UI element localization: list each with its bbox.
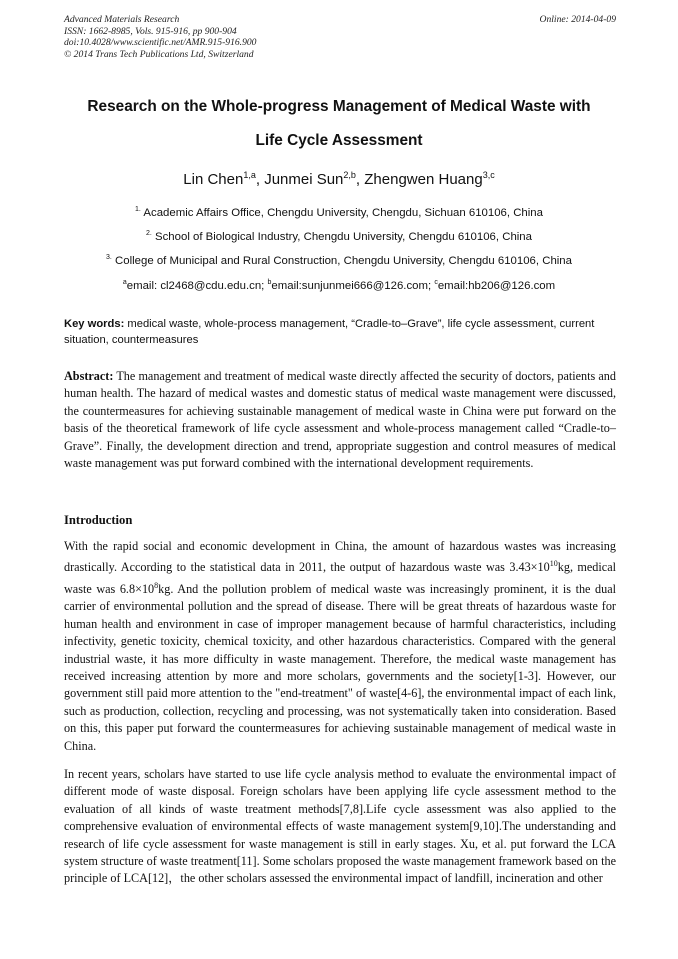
keywords-label: Key words: [64,318,125,330]
author-list [40,164,638,191]
affiliation-text: School of Biological Industry, Chengdu University, Chengdu 610106, China [155,230,532,243]
intro-paragraph-1 [64,538,616,755]
intro-paragraph-2: In recent years, scholars have started to use life cycle analysis method to evaluate the environmental impact of different mode of waste disposal. Foreign scholars have been applying life cycle assessment method to the evaluation of all kinds of waste treatment methods[7,8].Life cycle assessment was also applied to the comprehensive evaluation of environmental effects of waste management system[9,10].The understanding and research of life cycle assessment for waste management is still in early stages. Xu, et al. put forward the LCA system structure of waste treatment[11]. Some scholars proposed the waste management framework based on the principle of LCA[12]，the other scholars assessed the environmental impact of landfill, incineration and other [64,767,616,886]
doi-line: doi:10.4028/www.scientific.net/AMR.915-916.900 [64,37,257,49]
abstract-text: The management and treatment of medical waste directly affected the security of doctors, patients and human health. The hazard of medical wastes and domestic status of medical waste management were discussed, the countermeasures for achieving sustainable management of medical waste in China were put forward on the basis of the theoretical framework of life cycle assessment and whole-process management called “Cradle-to–Grave”. Finally, the development direction and trend, appropriate suggestion and control measures of medical waste management was put forward combined with the international development requirements. [64,369,616,471]
author-affil-mark: 2,b [343,170,356,180]
author-name: Zhengwen Huang [364,171,483,188]
email-mark: c [434,279,438,286]
affiliation-number: 3. [106,254,112,261]
copyright-line: © 2014 Trans Tech Publications Ltd, Switzerland [64,48,254,60]
affiliation-text: Academic Affairs Office, Chengdu University, Chengdu, Sichuan 610106, China [143,206,543,219]
paper-title [40,90,638,158]
author-separator: , [255,171,265,188]
author-name: Junmei Sun [264,171,344,188]
affiliation-number: 1. [135,206,141,213]
affiliation-2 [40,227,638,244]
abstract [64,368,616,472]
keywords [64,316,616,348]
email-text[interactable]: email:hb206@126.com [437,279,556,292]
affiliation-text: College of Municipal and Rural Construction, Chengdu University, Chengdu 610106, China [115,254,572,267]
email-line [40,276,638,293]
author-affil-mark: 1,a [243,170,256,180]
keywords-text: medical waste, whole-process management, “Cradle-to–Grave”, life cycle assessment, current situation, countermeasures [64,318,595,346]
intro-p1-part-b: kg, medical waste was 6.8×10 [64,560,616,596]
email-mark: a [122,279,127,286]
section-heading-introduction: Introduction [64,513,133,527]
author-separator: , [355,171,365,188]
email-text[interactable]: email: cl2468@cdu.edu.cn; [126,279,268,292]
exponent: 10 [549,559,558,569]
exponent: 8 [154,580,159,590]
affiliation-1 [40,203,638,220]
title-line-1: Research on the Whole-progress Management of Medical Waste with [87,98,591,115]
author-name: Lin Chen [183,171,244,188]
author-affil-mark: 3,c [482,170,495,180]
affiliation-number: 2. [146,230,152,237]
email-text[interactable]: email:sunjunmei666@126.com; [271,279,435,292]
issn-line: ISSN: 1662-8985, Vols. 915-916, pp 900-904 [64,25,237,37]
journal-name: Advanced Materials Research [64,14,180,25]
online-date: Online: 2014-04-09 [539,14,616,25]
intro-p1-part-a: With the rapid social and economic development in China, the amount of hazardous wastes was increasing drastically. According to the statistical data in 2011, the output of hazardous waste was 3.43×10 [64,539,616,575]
email-mark: b [267,279,272,286]
intro-p1-part-c: kg. And the pollution problem of medical waste was increasingly prominent, it is the dual carrier of environmental pollution and the spread of disease. There will be great threats of hazardous waste for human health and environment in case of improper management because of harmful characteristics, including infectivity, genetic toxicity, chemical toxicity, and other hazardous characteristics. Compared with the general industrial waste, it has more difficulty in waste management. Therefore, the medical waste management has received increasing attention by more and more scholars, governments and the society[1-3]. However, our government still paid more attention to the "end-treatment" of waste[4-6], the environmental impact of each link, such as production, collection, recycling and processing, was not systematically taken into consideration. Based on this, this paper put forward the countermeasures for achieving sustainable management of medical waste in China. [64,581,617,753]
abstract-label: Abstract: [64,369,114,383]
affiliation-3 [40,251,638,268]
title-line-2: Life Cycle Assessment [255,132,423,149]
journal-header [64,14,616,60]
